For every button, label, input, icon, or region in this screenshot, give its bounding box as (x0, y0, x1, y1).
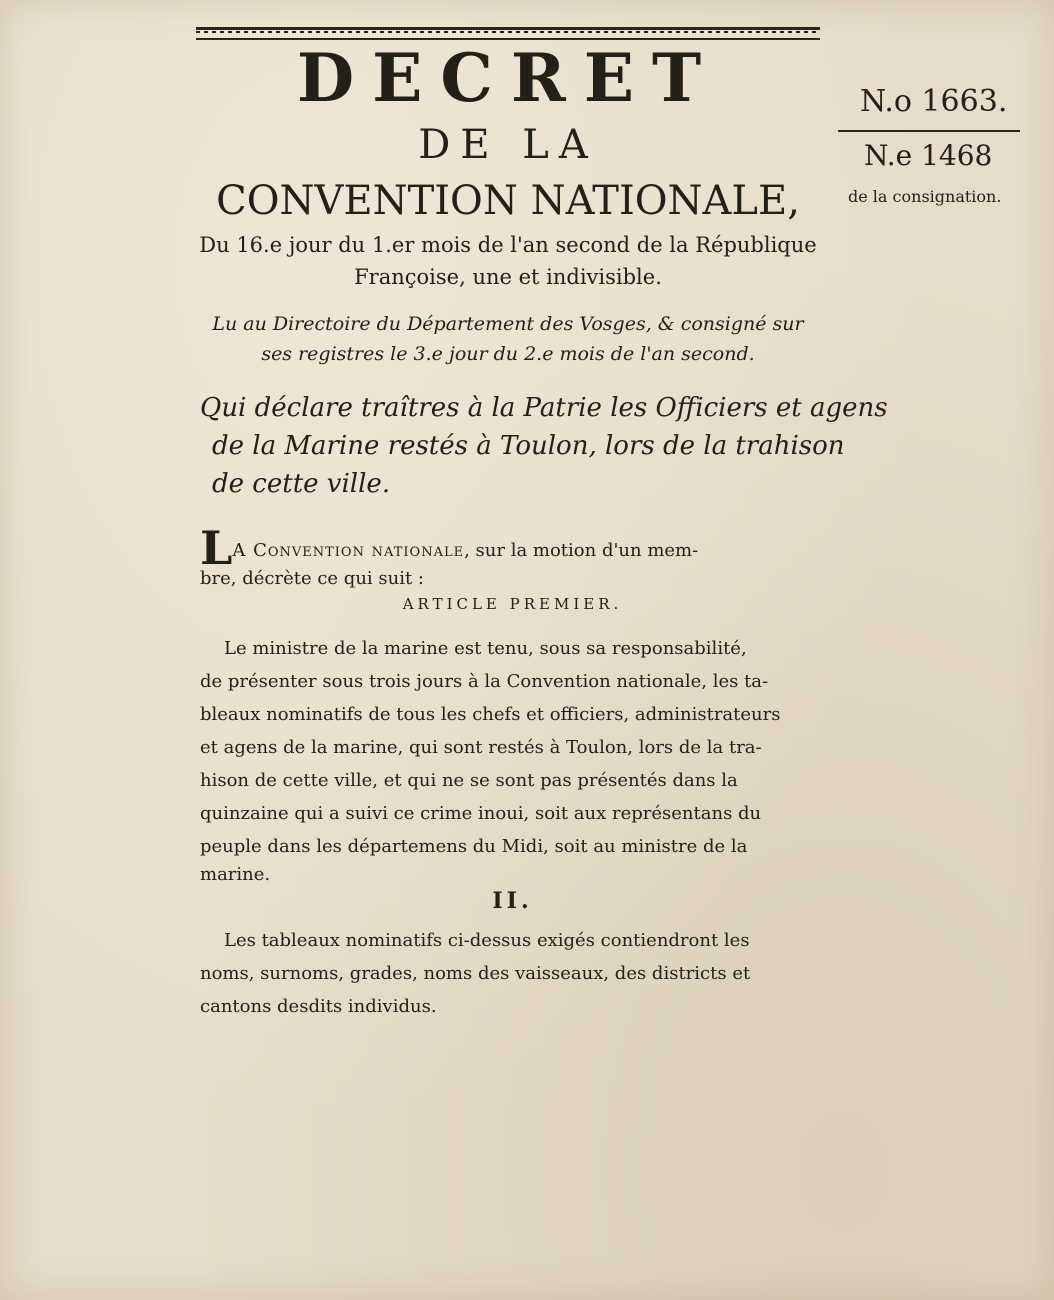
subject-line-3: de cette ville. (212, 469, 391, 499)
issuing-body: CONVENTION NATIONALE, (216, 178, 800, 224)
article-1-line: marine. (200, 864, 271, 885)
date-line-2: Françoise, une et indivisible. (354, 265, 662, 289)
article-1-line: de présenter sous trois jours à la Convention nationale, les ta- (200, 671, 769, 692)
preamble-lead: A Convention nationale (232, 540, 465, 561)
date-line-1: Du 16.e jour du 1.er mois de l'an second de la République (199, 233, 817, 257)
article-2-line: cantons desdits individus. (200, 996, 437, 1017)
article-1-line: hison de cette ville, et qui ne se sont pas présentés dans la (200, 770, 738, 791)
article-1-line: bleaux nominatifs de tous les chefs et officiers, administrateurs (200, 704, 781, 725)
registry-line-1: Lu au Directoire du Département des Vosges, & consigné sur (212, 313, 804, 335)
drop-cap: L (200, 521, 233, 575)
article-2-line: Les tableaux nominatifs ci-dessus exigés contiendront les (224, 930, 750, 951)
article-1-line: peuple dans les départemens du Midi, soit au ministre de la (200, 836, 748, 857)
subject-line-1: Qui déclare traîtres à la Patrie les Officiers et agens (200, 393, 888, 423)
article-1-line: Le ministre de la marine est tenu, sous sa responsabilité, (224, 638, 747, 659)
document-title: DECRET (296, 39, 720, 117)
registry-line-2: ses registres le 3.e jour du 2.e mois de l'an second. (261, 343, 755, 365)
decree-number: N.o 1663. (860, 84, 1008, 119)
consignation-number: N.e 1468 (864, 139, 993, 172)
number-divider (838, 130, 1020, 132)
preamble-rest: , sur la motion d'un mem- (464, 540, 699, 561)
consignation-label: de la consignation. (848, 187, 1002, 206)
article-1-heading: ARTICLE PREMIER. (402, 595, 623, 613)
article-1-line: et agens de la marine, qui sont restés à Toulon, lors de la tra- (200, 737, 762, 758)
article-1-line: quinzaine qui a suivi ce crime inoui, soit aux représentans du (200, 803, 762, 824)
subject-line-2: de la Marine restés à Toulon, lors de la trahison (212, 431, 845, 461)
article-2-line: noms, surnoms, grades, noms des vaisseaux, des districts et (200, 963, 751, 984)
preamble-line-2: bre, décrète ce qui suit : (200, 568, 424, 589)
title-connector: DE LA (418, 122, 598, 168)
article-2-heading: II. (492, 888, 533, 914)
